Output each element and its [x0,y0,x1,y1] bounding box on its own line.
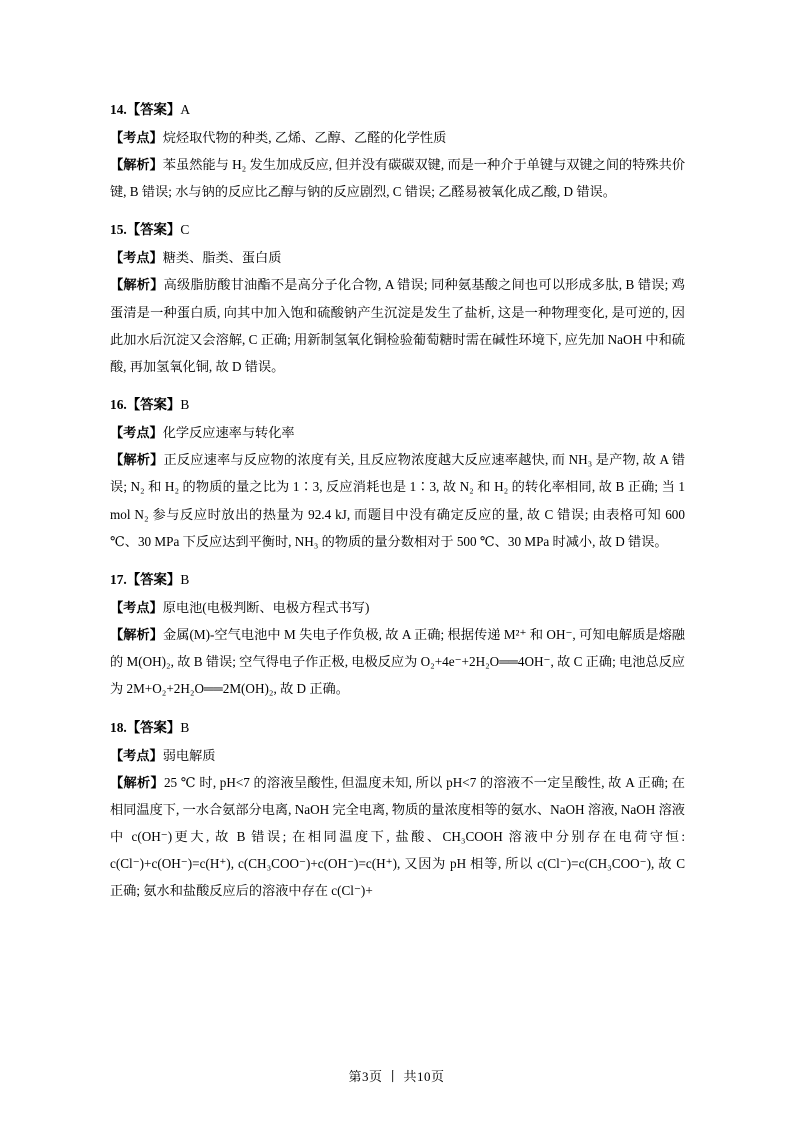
answer-label-16: 【答案】 [126,397,181,413]
point-line-17 [110,594,685,621]
answer-label-15: 【答案】 [126,222,181,238]
analysis-text-18: 25 ℃ 时, pH<7 的溶液呈酸性, 但温度未知, 所以 pH<7 的溶液不一定呈酸性, 故 A 正确; 在相同温度下, 一水合氨部分电离, NaOH 完全电离, 物质的量浓度相等的氨水、NaOH 溶液, NaOH 溶液中 c(OH⁻)更大, 故 B 错误; 在相同温度下, 盐酸、CH₃COOH 溶液中分别存在电荷守恒: c(Cl⁻)+c(OH⁻)=c(H⁺), c(CH₃COO⁻)+c(OH⁻)=c(H⁺), 又因为 pH 相等, 所以 c(Cl⁻)=c(CH₃COO⁻), 故 C 正确; 氨水和盐酸反应后的溶液中存在 c(Cl⁻)+ [110,774,685,899]
analysis-text-15: 高级脂肪酸甘油酯不是高分子化合物, A 错误; 同种氨基酸之间也可以形成多肽, B 错误; 鸡蛋清是一种蛋白质, 向其中加入饱和硫酸钠产生沉淀是发生了盐析, 这是一种物理变化, 是可逆的, 因此加水后沉淀又会溶解, C 正确; 用新制氢氧化铜检验葡萄糖时需在碱性环境下, 应先加 NaOH 中和硫酸, 再加氢氧化铜, 故 D 错误。 [110,277,685,375]
answer-line-14 [110,96,685,124]
point-line-16 [110,419,685,446]
point-label-18: 【考点】 [110,747,163,763]
answer-value-16: B [180,397,190,413]
answer-block-16 [110,391,685,555]
answer-block-15 [110,216,685,380]
answer-line-15 [110,216,685,244]
question-number-14: 14. [110,102,127,117]
point-value-15: 糖类、脂类、蛋白质 [162,250,282,266]
point-value-17: 原电池(电极判断、电极方程式书写) [162,600,370,616]
analysis-label-17: 【解析】 [110,627,163,643]
analysis-text-16: 正反应速率与反应物的浓度有关, 且反应物浓度越大反应速率越快, 而 NH₃ 是产物, 故 A 错误; N₂ 和 H₂ 的物质的量之比为 1∶3, 反应消耗也是 1∶3, 故 N₂ 和 H₂ 的转化率相同, 故 B 正确; 当 1 mol N₂ 参与反应时放出的热量为 92.4 kJ, 而题目中没有确定反应的量, 故 C 错误; 由表格可知 600 ℃、30 MPa 下反应达到平衡时, NH₃ 的物质的量分数相对于 500 ℃、30 MPa 时减小, 故 D 错误。 [110,452,686,549]
answer-value-18: B [180,719,190,735]
point-value-16: 化学反应速率与转化率 [162,425,295,441]
analysis-paragraph-15 [110,271,685,380]
point-value-18: 弱电解质 [162,747,216,763]
answer-block-14 [110,96,685,205]
answer-line-17 [110,566,685,594]
answer-block-17 [110,566,685,703]
analysis-paragraph-18 [110,769,685,905]
document-content [110,92,685,907]
point-value-14: 烷烃取代物的种类, 乙烯、乙醇、乙醛的化学性质 [162,130,447,145]
question-number-17: 17. [110,572,127,588]
answer-label-17: 【答案】 [126,572,181,588]
point-label-16: 【考点】 [110,425,163,441]
question-number-15: 15. [110,222,127,238]
point-label-17: 【考点】 [110,600,163,616]
analysis-label-18: 【解析】 [110,774,164,790]
answer-value-17: B [180,572,190,588]
point-label-15: 【考点】 [110,250,163,266]
analysis-label-14: 【解析】 [110,157,163,172]
question-number-16: 16. [110,397,127,413]
page-footer: 第3页 丨 共10页 [348,1069,445,1084]
point-line-14 [110,124,685,151]
analysis-text-17: 金属(M)-空气电池中 M 失电子作负极, 故 A 正确; 根据传递 M²⁺ 和 OH⁻, 可知电解质是熔融的 M(OH)₂, 故 B 错误; 空气得电子作正极, 电极反应为 O₂+4e⁻+2H₂O══4OH⁻, 故 C 正确; 电池总反应为 2M+O₂+2H₂O══2M(OH)₂, 故 D 正确。 [110,627,685,697]
question-number-18: 18. [110,719,127,735]
point-line-18 [110,742,685,769]
analysis-paragraph-17 [110,621,685,703]
answer-line-16 [110,391,685,419]
answer-label-14: 【答案】 [126,102,181,117]
answer-block-18 [110,714,685,905]
point-label-14: 【考点】 [110,130,163,145]
analysis-paragraph-16 [110,446,685,555]
answer-value-14: A [180,102,190,117]
analysis-paragraph-14 [110,151,685,205]
answer-value-15: C [180,222,190,238]
answer-line-18 [110,714,685,742]
answer-label-18: 【答案】 [126,719,181,735]
analysis-label-16: 【解析】 [110,452,164,468]
point-line-15 [110,244,685,271]
analysis-text-14: 苯虽然能与 H₂ 发生加成反应, 但并没有碳碳双键, 而是一种介于单键与双键之间的特殊共价键, B 错误; 水与钠的反应比乙醇与钠的反应剧烈, C 错误; 乙醛易被氧化成乙酸, D 错误。 [110,157,686,200]
analysis-label-15: 【解析】 [110,277,164,293]
